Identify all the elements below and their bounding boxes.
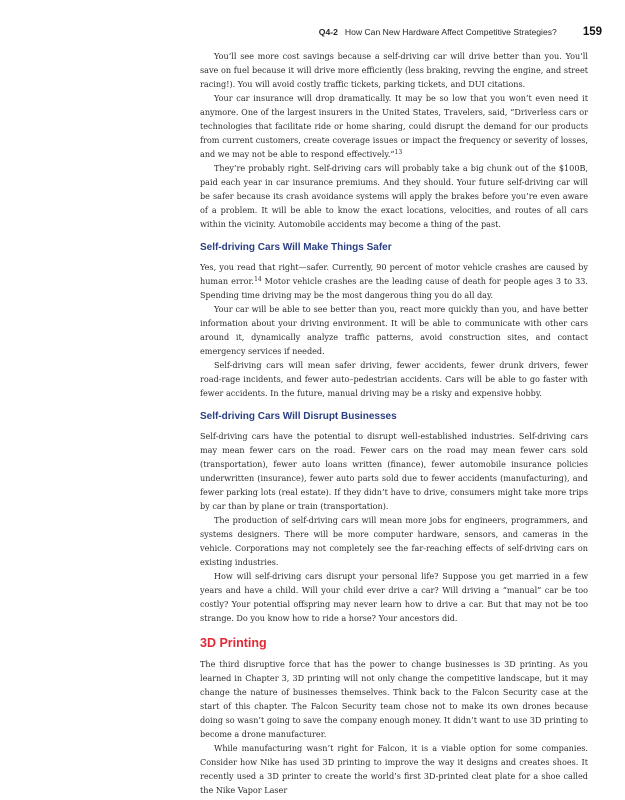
page-number: 159 [582, 26, 602, 38]
footnote-ref: 14 [254, 276, 262, 283]
body-text [200, 49, 588, 797]
paragraph: While manufacturing wasn’t right for Falcon, it is a viable option for some companies. Consider how Nike has used 3D printing to improve the way it designs and creates shoes. It recently used a 3D printer to create the world’s first 3D-printed cleat plate for a shoe called the Nike Vapor Laser [200, 743, 588, 795]
paragraph: They’re probably right. Self-driving cars will probably take a big chunk out of the $100B, paid each year in car insurance premiums. And they should. Your future self-driving car will be safer because its crash avoidance systems will apply the brakes before you’re even aware of a problem. It will be able to know the exact locations, velocities, and routes of all cars within the vicinity. Automobile accidents may become a thing of the past. [200, 163, 588, 229]
running-header [200, 26, 602, 38]
paragraph: The production of self-driving cars will mean more jobs for engineers, programmers, and systems designers. There will be more computer hardware, sensors, and cameras in the vehicle. Corporations may not completely see the far-reaching effects of self-driving cars on existing industries. [200, 515, 588, 567]
paragraph-text: Your car insurance will drop dramatically. It may be so low that you won’t even need it anymore. One of the largest insurers in the United States, Travelers, said, “Driverless cars or technologies that facilitate ride or home sharing, could disrupt the demand for our products from current customers, create coverage issues or impact the frequency or severity of losses, and we may not be able to respond effectively.” [200, 93, 588, 159]
paragraph: Self-driving cars have the potential to disrupt well-established industries. Self-driving cars may mean fewer cars on the road. Fewer cars on the road may mean fewer cars sold (transportation), fewer auto loans written (finance), fewer automobile insurance policies underwritten (insurance), fewer auto parts sold due to fewer accidents (manufacturing), and fewer parking lots (real estate). If they didn’t have to drive, consumers might take more trips by car than by plane or train (transportation). [200, 431, 588, 511]
paragraph: The third disruptive force that has the power to change businesses is 3D printing. As you learned in Chapter 3, 3D printing will not only change the competitive landscape, but it may change the nature of businesses themselves. Think back to the Falcon Security case at the start of this chapter. The Falcon Security team chose not to make its own drones because doing so wasn’t going to save the company enough money. It didn’t want to use 3D printing to become a drone manufacturer. [200, 659, 588, 739]
section-heading-safer: Self-driving Cars Will Make Things Safer [200, 242, 392, 253]
paragraph: Self-driving cars will mean safer driving, fewer accidents, fewer drunk drivers, fewer road-rage incidents, and fewer auto–pedestrian accidents. Cars will be able to go faster with fewer accidents. In the future, manual driving may be a risky and expensive hobby. [200, 360, 588, 398]
section-heading-disrupt: Self-driving Cars Will Disrupt Businesses [200, 411, 397, 422]
paragraph-text: Motor vehicle crashes are the leading cause of death for people ages 3 to 33. Spending time driving may be the most dangerous thing you do all day. [200, 276, 588, 300]
paragraph: You’ll see more cost savings because a self-driving car will drive better than you. You’ll save on fuel because it will drive more efficiently (less braking, revving the engine, and street racing!). You will avoid costly traffic tickets, parking tickets, and DUI citations. [200, 51, 588, 89]
paragraph [200, 91, 588, 161]
running-title: How Can New Hardware Affect Competitive Strategies? [344, 27, 557, 37]
paragraph: Your car will be able to see better than you, react more quickly than you, and have better information about your driving environment. It will be able to communicate with other cars around it, dynamically analyze traffic patterns, avoid construction sites, and contact emergency services if needed. [200, 304, 588, 356]
paragraph: How will self-driving cars disrupt your personal life? Suppose you get married in a few years and have a child. Will your child ever drive a car? Will driving a “manual” car be too costly? Your potential offspring may never learn how to drive a car. But that may not be too strange. Do you know how to ride a horse? Your ancestors did. [200, 571, 588, 623]
paragraph-text: Yes, you read that right—safer. Currently, 90 percent of motor vehicle crashes are caused by human error. [200, 262, 588, 286]
section-number: Q4-2 [318, 27, 338, 37]
section-heading-3d-printing: 3D Printing [200, 636, 267, 650]
footnote-ref: 13 [394, 149, 403, 156]
paragraph [200, 260, 588, 302]
